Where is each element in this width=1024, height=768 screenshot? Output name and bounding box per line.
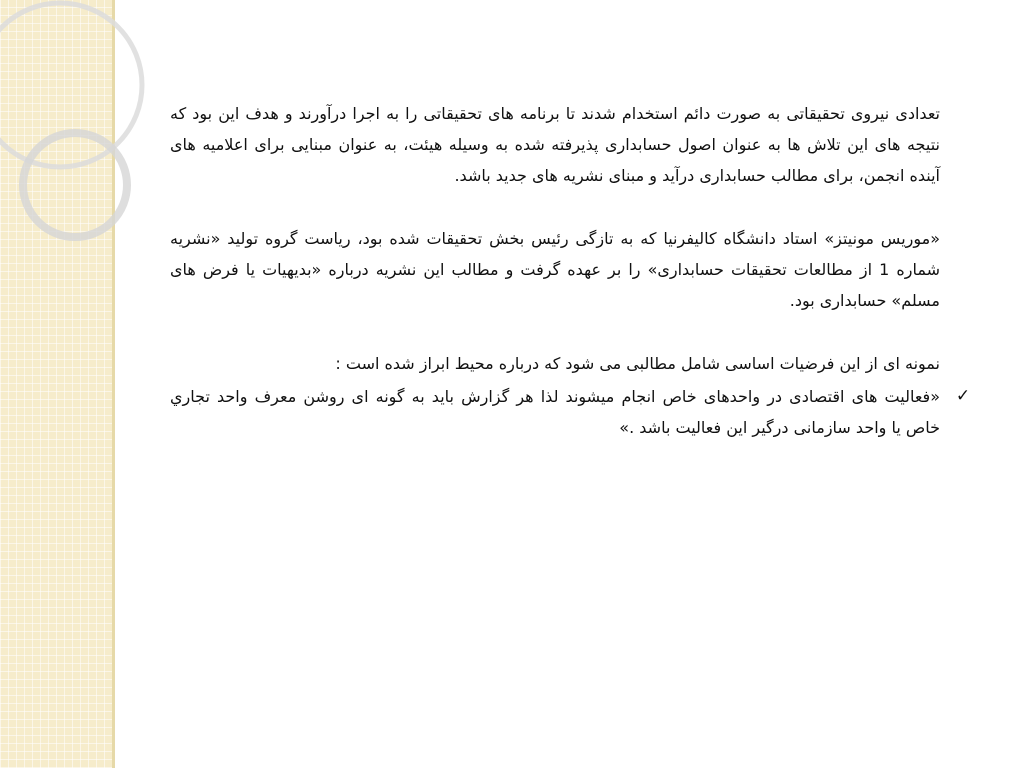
decorative-ring-small xyxy=(23,133,127,237)
paragraph-assumptions-intro: نمونه ای از این فرضیات اساسی شامل مطالبی می شود که درباره محیط ابراز شده است : xyxy=(335,354,940,373)
bullet-item xyxy=(140,381,971,443)
checkmark-icon: ✓ xyxy=(955,386,971,406)
slide-body xyxy=(140,98,971,443)
decorative-ring-large xyxy=(0,3,142,167)
paragraph-moonitz: «موریس مونیتز» استاد دانشگاه کالیفرنیا که به تازگی رئیس بخش تحقیقات شده بود، ریاست گروه تولید «نشریه شماره 1 از مطالعات تحقیقات حسابداری» را بر عهده گرفت و مطالب این نشریه درباره «بدیهیات یا فرض های مسلم» حسابداری بود. xyxy=(170,229,940,310)
paragraph-research-staff: تعدادی نیروی تحقیقاتی به صورت دائم استخدام شدند تا برنامه های تحقیقاتی را به اجرا درآورند و هدف این بود که نتیجه های این تلاش ها به عنوان اصول حسابداری پذیرفته شده به وسیله هیئت، به عنوان مبنایی برای اعلامیه های آینده انجمن، برای مطالب حسابداری درآید و مبنای نشریه های جدید باشد. xyxy=(170,104,940,185)
bullet-text: «فعالیت های اقتصادی در واحدهای خاص انجام میشوند لذا هر گزارش باید به گونه ای روشن معرف واحد تجاري خاص یا واحد سازمانی درگیر این فعالیت باشد .» xyxy=(170,387,940,437)
